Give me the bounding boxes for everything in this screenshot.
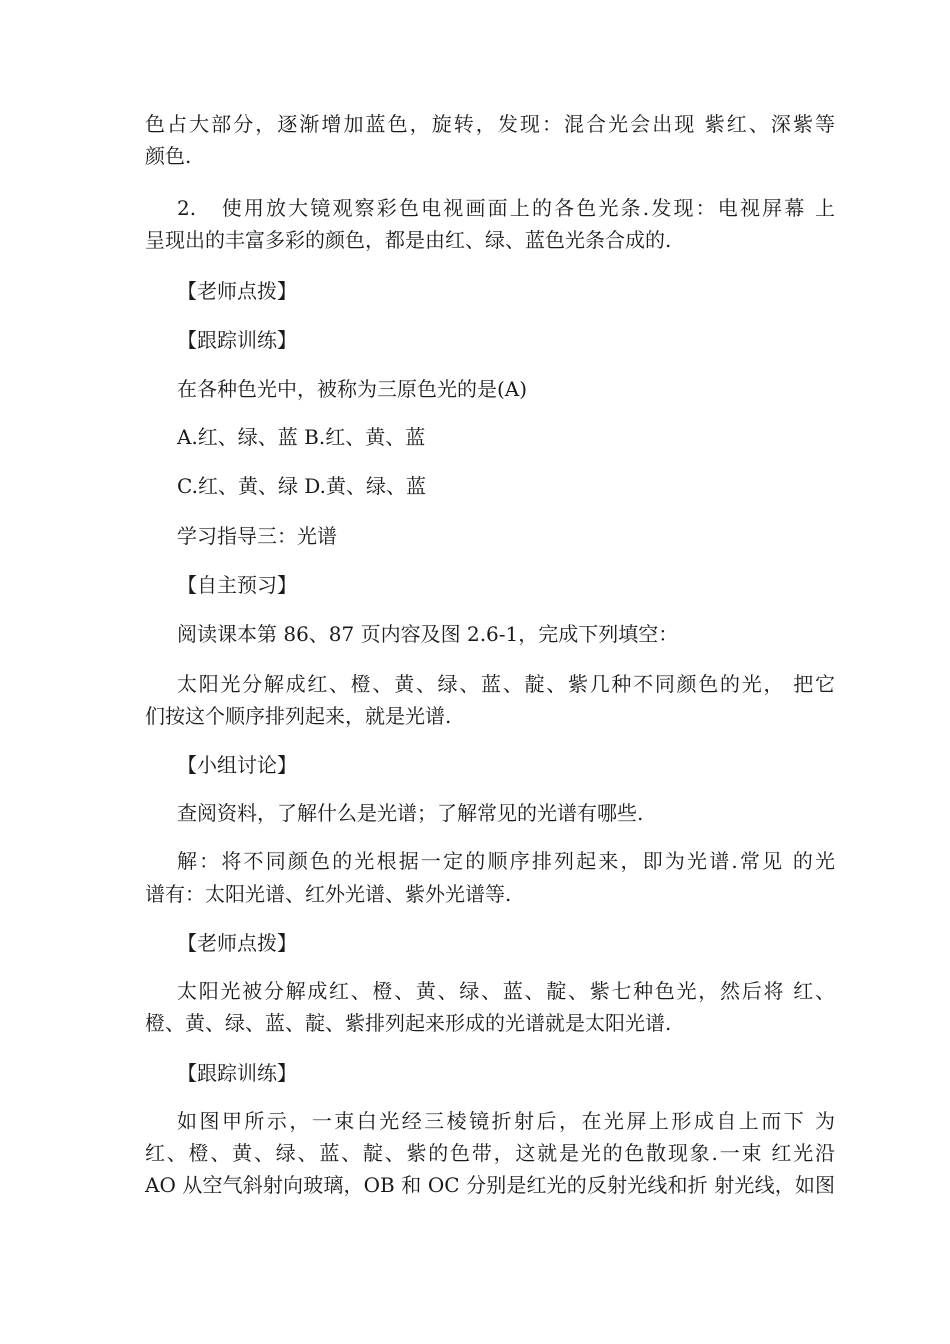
text-line: AO 从空气斜射向玻璃，OB 和 OC 分别是红光的反射光线和折 射光线，如图 bbox=[145, 1173, 835, 1197]
text-line: 们按这个顺序排列起来，就是光谱. bbox=[145, 704, 452, 728]
text-line: 查阅资料，了解什么是光谱；了解常见的光谱有哪些. bbox=[177, 801, 644, 825]
text-line: 太阳光分解成红、橙、黄、绿、蓝、靛、紫几种不同颜色的光， 把它 bbox=[177, 672, 835, 696]
text-line: 如图甲所示，一束白光经三棱镜折射后，在光屏上形成自上而下 为 bbox=[177, 1109, 835, 1133]
question-text: 在各种色光中，被称为三原色光的是(A) bbox=[177, 377, 528, 401]
text-line: 颜色. bbox=[145, 144, 192, 168]
section-heading: 【老师点拨】 bbox=[177, 279, 297, 303]
text-line: 阅读课本第 86、87 页内容及图 2.6-1，完成下列填空： bbox=[177, 622, 679, 646]
text-line: 解：将不同颜色的光根据一定的顺序排列起来，即为光谱.常见 的光 bbox=[177, 849, 835, 873]
text-line: 呈现出的丰富多彩的颜色，都是由红、绿、蓝色光条合成的. bbox=[145, 228, 672, 252]
section-heading: 【跟踪训练】 bbox=[177, 328, 297, 352]
text-line: 橙、黄、绿、蓝、靛、紫排列起来形成的光谱就是太阳光谱. bbox=[145, 1011, 672, 1035]
section-heading: 【老师点拨】 bbox=[177, 931, 297, 955]
text-line: 色占大部分，逐渐增加蓝色，旋转，发现：混合光会出现 紫红、深紫等 bbox=[145, 112, 835, 136]
section-heading: 【自主预习】 bbox=[177, 573, 297, 597]
answer-option: A.红、绿、蓝 B.红、黄、蓝 bbox=[177, 425, 426, 449]
answer-option: C.红、黄、绿 D.黄、绿、蓝 bbox=[177, 474, 426, 498]
text-line: 2. 使用放大镜观察彩色电视画面上的各色光条.发现：电视屏幕 上 bbox=[177, 196, 835, 220]
text-line: 太阳光被分解成红、橙、黄、绿、蓝、靛、紫七种色光，然后将 红、 bbox=[177, 979, 835, 1003]
section-heading: 学习指导三：光谱 bbox=[177, 524, 337, 548]
text-line: 红、橙、黄、绿、蓝、靛、紫的色带，这就是光的色散现象.一束 红光沿 bbox=[145, 1141, 835, 1165]
text-line: 谱有：太阳光谱、红外光谱、紫外光谱等. bbox=[145, 882, 512, 906]
section-heading: 【跟踪训练】 bbox=[177, 1061, 297, 1085]
section-heading: 【小组讨论】 bbox=[177, 753, 297, 777]
